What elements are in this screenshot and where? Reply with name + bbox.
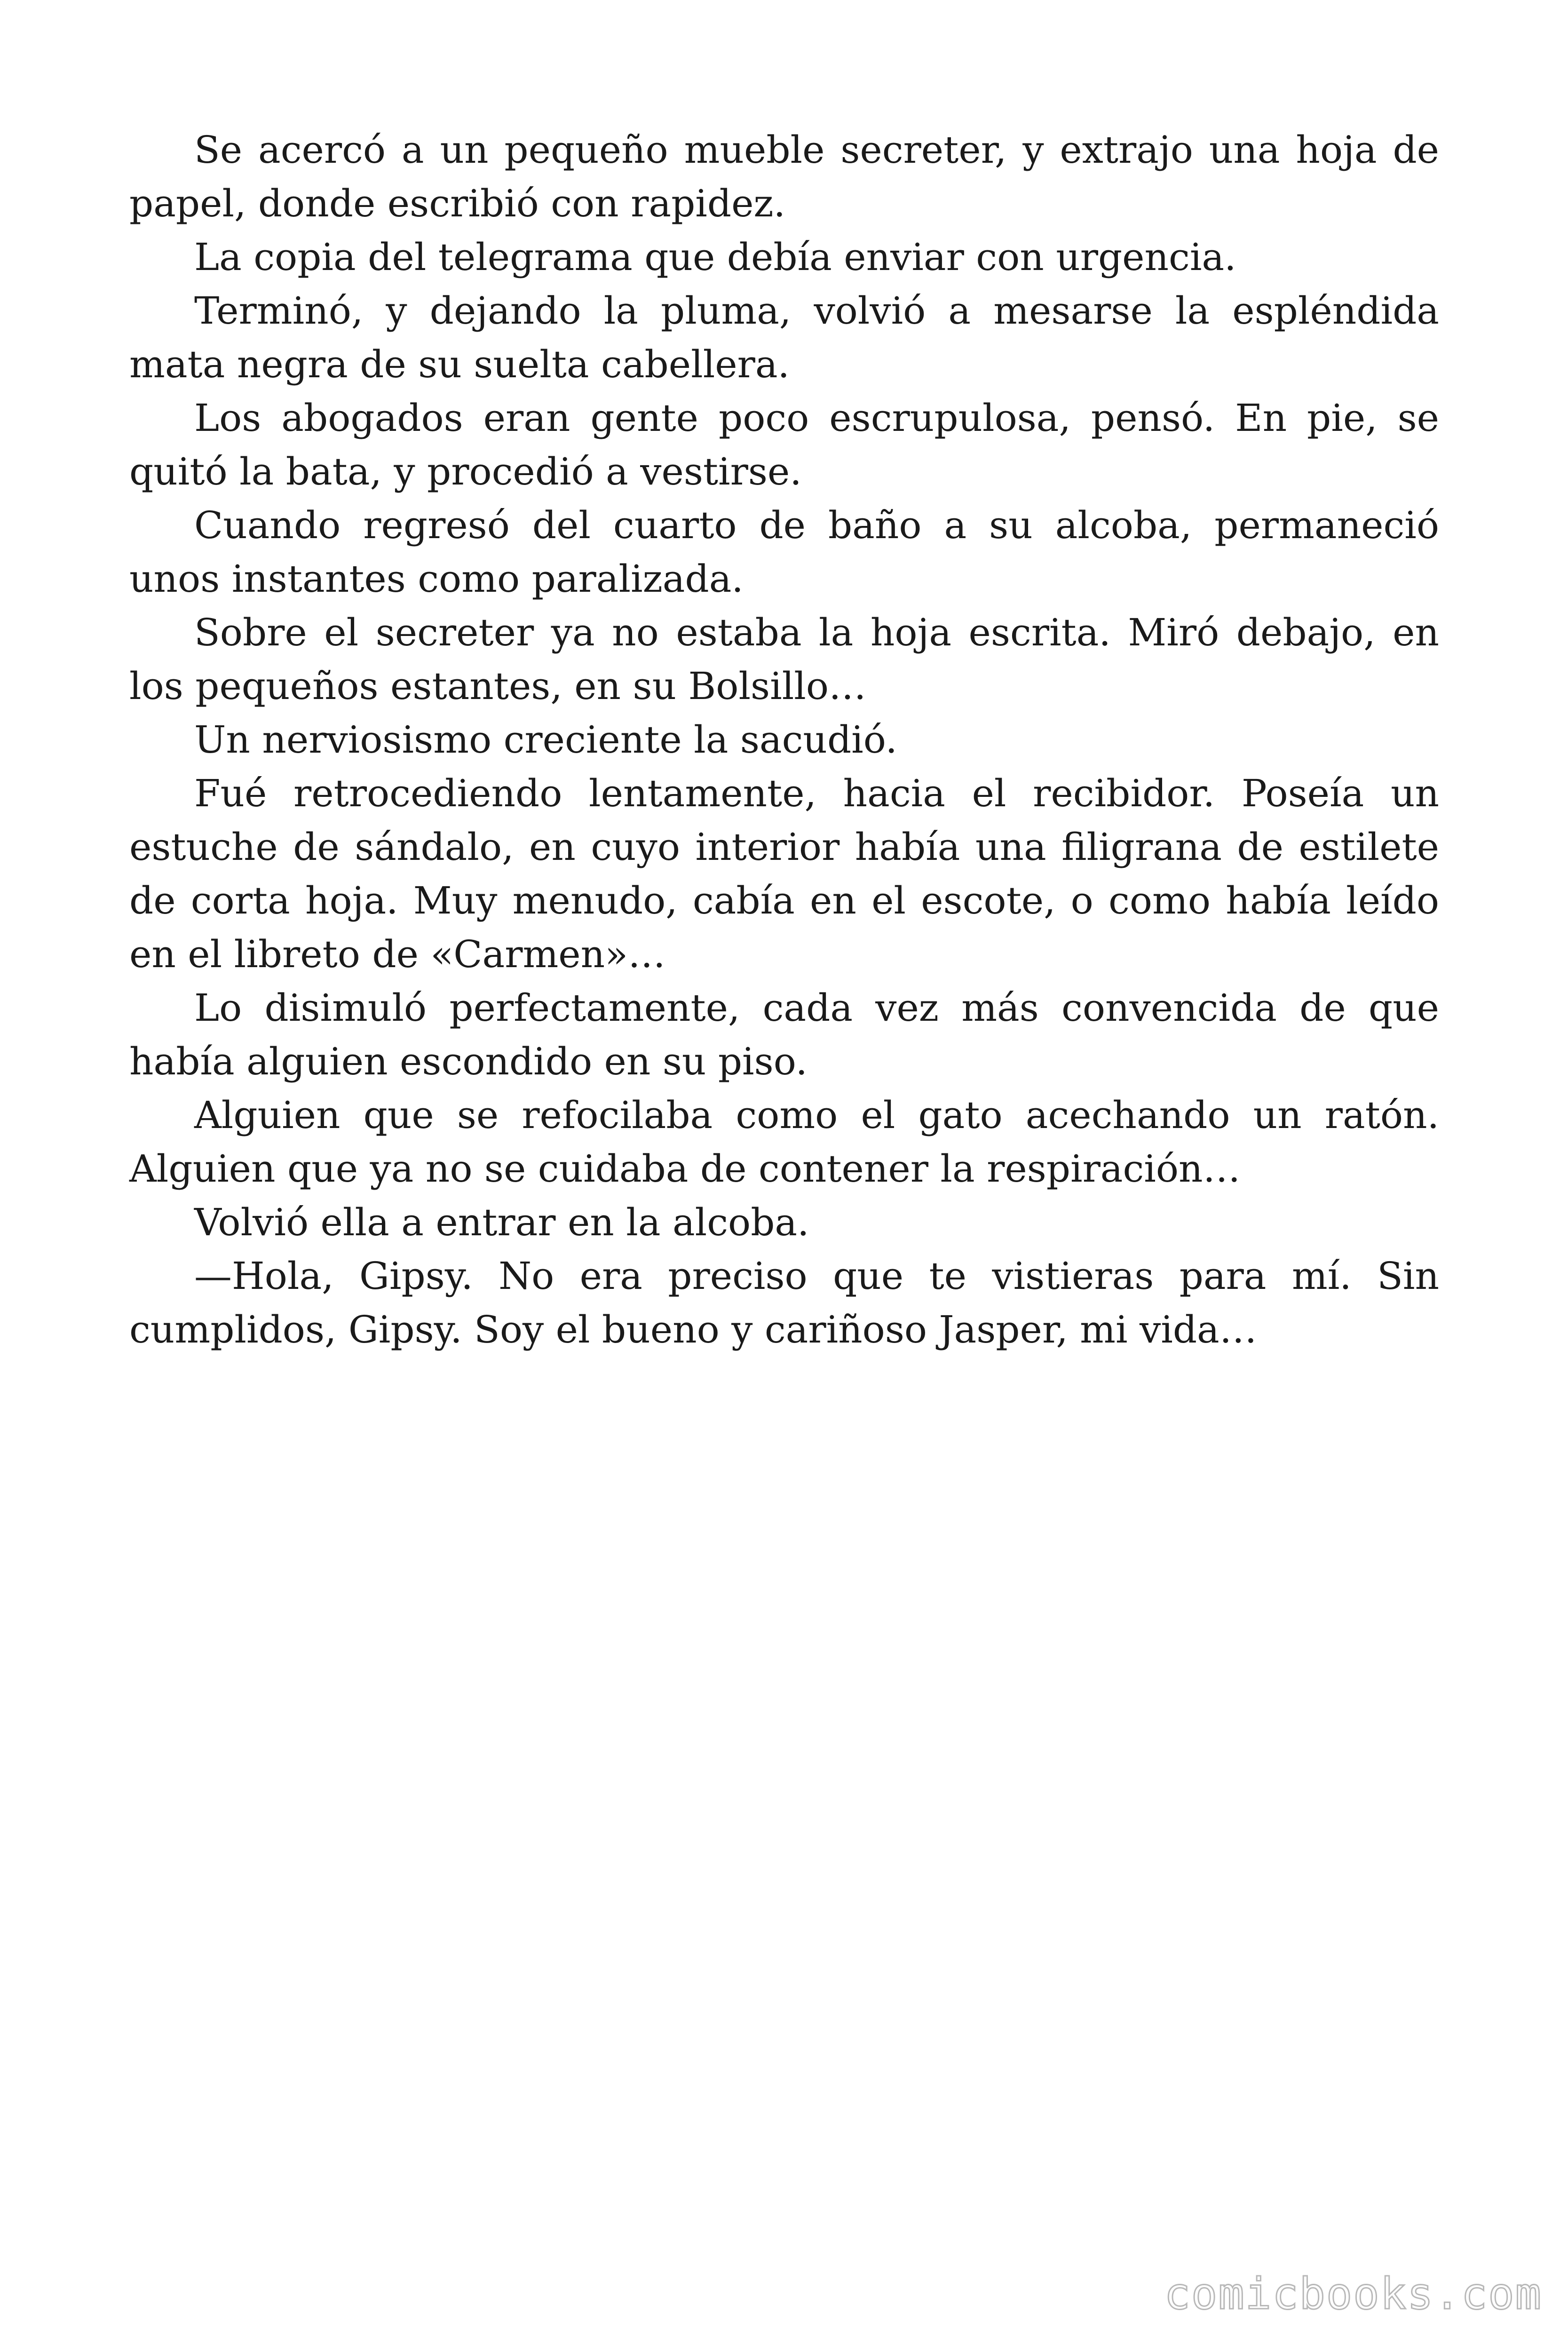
paragraph: Se acercó a un pequeño mueble secreter, y extrajo una hoja de papel, donde escribió con rapidez. bbox=[129, 128, 1439, 225]
paragraph: —Hola, Gipsy. No era preciso que te vistieras para mí. Sin cumplidos, Gipsy. Soy el bueno y cariñoso Jasper, mi vida… bbox=[129, 1254, 1439, 1351]
watermark: comicbooks.com bbox=[1164, 2269, 1542, 2319]
paragraph: Terminó, y dejando la pluma, volvió a mesarse la espléndida mata negra de su suelta cabellera. bbox=[129, 289, 1439, 386]
paragraph: Lo disimuló perfectamente, cada vez más convencida de que había alguien escondido en su piso. bbox=[129, 986, 1439, 1083]
paragraph: Cuando regresó del cuarto de baño a su alcoba, permaneció unos instantes como paralizada. bbox=[129, 503, 1439, 601]
paragraph: Un nerviosismo creciente la sacudió. bbox=[194, 718, 897, 762]
paragraph: Alguien que se refocilaba como el gato acechando un ratón. Alguien que ya no se cuidaba de contener la respiración… bbox=[129, 1093, 1439, 1191]
paragraph: Fué retrocediendo lentamente, hacia el recibidor. Poseía un estuche de sándalo, en cuyo interior había una filigrana de estilete de corta hoja. Muy menudo, cabía en el escote, o como había leído en el libreto de «Carmen»… bbox=[129, 771, 1439, 976]
paragraph: Volvió ella a entrar en la alcoba. bbox=[194, 1200, 809, 1244]
body-text bbox=[129, 123, 1439, 1357]
paragraph: Sobre el secreter ya no estaba la hoja escrita. Miró debajo, en los pequeños estantes, en su Bolsillo… bbox=[129, 611, 1439, 708]
paragraph: Los abogados eran gente poco escrupulosa, pensó. En pie, se quitó la bata, y procedió a vestirse. bbox=[129, 396, 1439, 493]
paragraph: La copia del telegrama que debía enviar con urgencia. bbox=[194, 235, 1236, 279]
